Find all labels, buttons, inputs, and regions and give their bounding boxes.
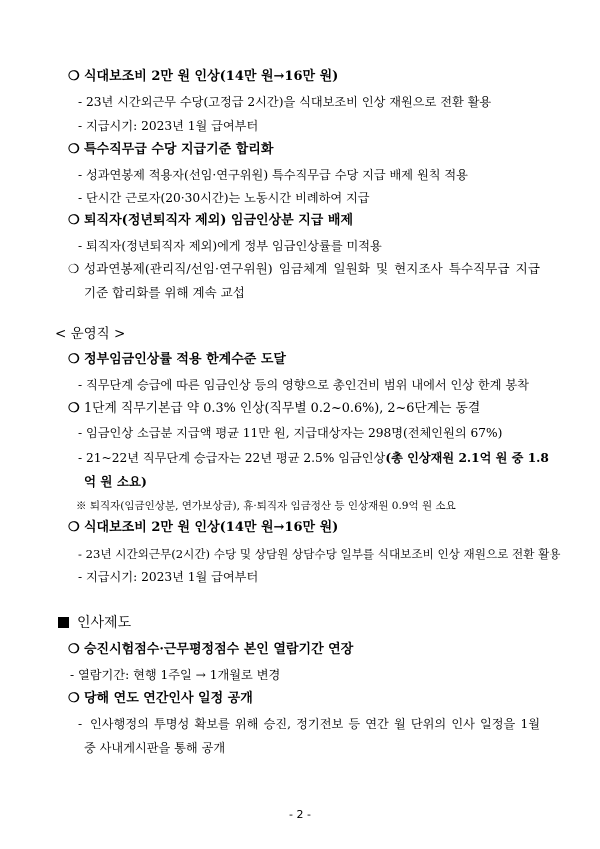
dash-bullet: - — [78, 570, 83, 584]
operations-staff-header: < 운영직 > — [55, 326, 126, 342]
dash-bullet: - — [78, 451, 83, 465]
dash-bullet: - — [78, 378, 83, 392]
dash-bullet: - — [78, 95, 83, 109]
hr-system-heading: 인사제도 — [58, 614, 131, 632]
circle-bullet-icon: ❍ — [68, 520, 80, 535]
retiree-settlement-note: ※ 퇴직자(임금인상분, 연가보상금), 휴·퇴직자 임금정산 등 인상재원 0.9억 원 소요 — [76, 500, 456, 512]
circle-bullet-icon: ❍ — [68, 352, 80, 367]
dash-bullet: - — [78, 191, 83, 205]
note-icon: ※ — [76, 500, 87, 512]
retro-pay-detail: - 임금인상 소급분 지급액 평균 11만 원, 지급대상자는 298명(전체인원의 67%) — [78, 426, 503, 440]
special-duty-parttime: - 단시간 근로자(20·30시간)는 노동시간 비례하여 지급 — [78, 191, 370, 205]
page-number: - 2 - — [289, 808, 311, 821]
item-base-pay-title: ❍ 1단계 직무기본급 약 0.3% 인상(직무별 0.2~0.6%), 2~6단계는 동결 — [68, 401, 481, 416]
item-wage-system-negotiation — [68, 260, 540, 278]
dash-bullet: - — [70, 668, 75, 682]
wage-limit-reason: - 직무단계 승급에 따른 임금인상 등의 영향으로 총인건비 범위 내에서 인상 한계 봉착 — [78, 378, 529, 392]
promotion-raise-detail: - 21~22년 직무단계 승급자는 22년 평균 2.5% 임금인상(총 인상재원 2.1억 원 중 1.8 — [78, 451, 549, 465]
circle-bullet-icon: ❍ — [68, 142, 80, 157]
meal-allowance-source: - 23년 시간외근무 수당(고정급 2시간)을 식대보조비 인상 재원으로 전환 활용 — [78, 95, 492, 109]
square-bullet-icon — [58, 617, 69, 628]
item-meal-allowance-title: ❍ 식대보조비 2만 원 인상(14만 원→16만 원) — [68, 69, 339, 84]
special-duty-exclusion: - 성과연봉제 적용자(선임·연구위원) 특수직무급 수당 지급 배제 원칙 적용 — [78, 168, 468, 182]
wage-system-line1: 성과연봉제(관리직/선임·연구위원) 임금체계 일원화 및 현지조사 특수직무급 지급 — [84, 261, 540, 276]
dash-bullet: - — [78, 717, 83, 731]
circle-bullet-icon: ❍ — [68, 691, 80, 706]
dash-bullet: - — [78, 239, 83, 253]
hr-schedule-line1: - 인사행정의 투명성 확보를 위해 승진, 정기전보 등 연간 월 단위의 인사 일정을 1월 — [78, 717, 540, 731]
score-viewing-period: - 열람기간: 현행 1주일 → 1개월로 변경 — [70, 668, 281, 682]
circle-bullet-icon: ❍ — [68, 261, 80, 276]
circle-bullet-icon: ❍ — [68, 213, 80, 228]
meal-allowance-timing: - 지급시기: 2023년 1월 급여부터 — [78, 119, 259, 133]
meal-allowance-ops-timing: - 지급시기: 2023년 1월 급여부터 — [78, 570, 259, 584]
hr-schedule-line2: 중 사내게시판을 통해 공개 — [84, 741, 226, 755]
dash-bullet: - — [78, 547, 82, 561]
item-special-duty-title: ❍ 특수직무급 수당 지급기준 합리화 — [68, 142, 274, 157]
dash-bullet: - — [78, 168, 83, 182]
circle-bullet-icon: ❍ — [68, 401, 80, 416]
item-meal-allowance-ops-title: ❍ 식대보조비 2만 원 인상(14만 원→16만 원) — [68, 520, 339, 535]
meal-allowance-ops-source: - 23년 시간외근무(2시간) 수당 및 상담원 상담수당 일부를 식대보조비 인상 재원으로 전환 활용 — [78, 547, 561, 561]
item-score-viewing-title: ❍ 승진시험점수·근무평정점수 본인 열람기간 연장 — [68, 642, 354, 657]
item-wage-limit-title: ❍ 정부임금인상률 적용 한계수준 도달 — [68, 352, 286, 367]
promotion-raise-cont: 억 원 소요) — [84, 474, 147, 489]
circle-bullet-icon: ❍ — [68, 642, 80, 657]
circle-bullet-icon: ❍ — [68, 69, 80, 84]
wage-system-line2: 기준 합리화를 위해 계속 교섭 — [84, 285, 245, 300]
dash-bullet: - — [78, 426, 83, 440]
dash-bullet: - — [78, 119, 83, 133]
item-retiree-title: ❍ 퇴직자(정년퇴직자 제외) 임금인상분 지급 배제 — [68, 213, 354, 228]
retiree-exclusion: - 퇴직자(정년퇴직자 제외)에게 정부 임금인상률를 미적용 — [78, 239, 382, 253]
item-hr-schedule-title: ❍ 당해 연도 연간인사 일정 공개 — [68, 691, 253, 706]
